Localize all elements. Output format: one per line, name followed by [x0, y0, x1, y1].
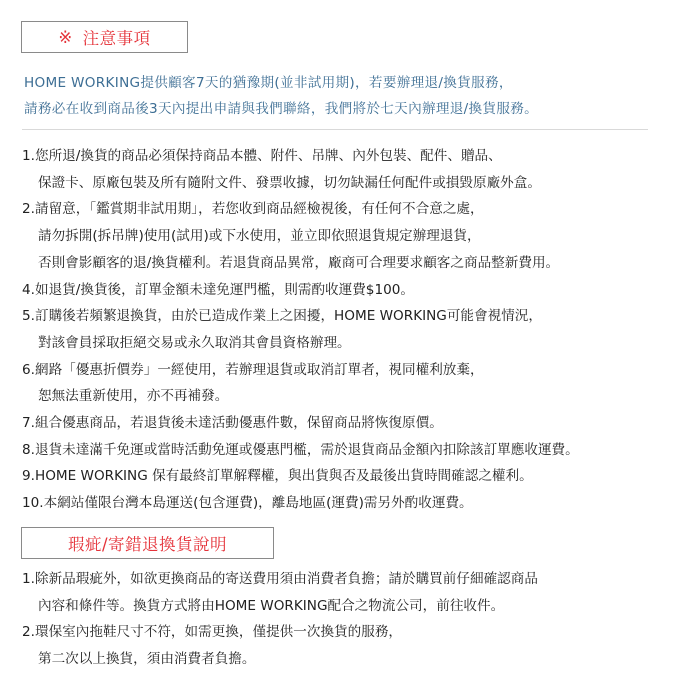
item-number: 2.: [22, 201, 35, 218]
intro-line: HOME WORKING提供顧客7天的猶豫期(並非試用期)，若要辦理退/換貨服務，: [24, 75, 513, 91]
item-text: 對該會員採取拒絕交易或永久取消其會員資格辦理。: [38, 334, 351, 351]
reference-mark-icon: ※: [58, 27, 73, 47]
list-item: [22, 566, 692, 619]
item-text: 環保室內拖鞋尺寸不符，如需更換，僅提供一次換貨的服務，: [34, 624, 403, 641]
item-text: 內容和條件等。換貨方式將由HOME WORKING配合之物流公司，前往收件。: [38, 597, 505, 614]
item-text: 組合優惠商品，若退貨後未達活動優惠件數，保留商品將恢復原價。: [34, 415, 443, 432]
list-item: [22, 303, 692, 356]
item-number: 7.: [22, 415, 35, 432]
item-text: 訂購後若頻繁退換貨，由於已造成作業上之困擾，HOME WORKING可能會視情況，: [34, 308, 542, 325]
item-number: 8.: [22, 441, 35, 458]
item-text: 除新品瑕疵外，如欲更換商品的寄送費用須由消費者負擔；請於購買前仔細確認商品: [34, 571, 538, 587]
notice-intro: [24, 70, 684, 122]
list-item: [22, 143, 692, 196]
item-text: 請勿拆開(拆吊牌)使用(試用)或下水使用，並立即依照退貨規定辦理退貨，: [38, 228, 481, 245]
defect-heading: 瑕疵/寄錯退換貨說明: [67, 535, 228, 554]
item-number: 5.: [22, 308, 35, 325]
item-text: 網路「優惠折價券」一經使用，若辦理退貨或取消訂單者，視同權利放棄，: [34, 361, 484, 378]
list-item: [22, 196, 692, 276]
item-number: 9.: [22, 468, 35, 485]
notice-list: [22, 143, 692, 517]
notice-heading: 注意事項: [82, 29, 151, 48]
item-text: 請留意，「鑑賞期非試用期」，若您收到商品經檢視後，有任何不合意之處，: [34, 201, 484, 218]
item-text: HOME WORKING 保有最終訂單解釋權，與出貨與否及最後出貨時間確認之權利。: [34, 468, 533, 485]
notice-heading-box: [21, 21, 188, 53]
list-item: [22, 277, 692, 304]
item-text: 您所退/換貨的商品必須保持商品本體、附件、吊牌、內外包裝、配件、贈品、: [34, 148, 502, 164]
item-text: 否則會影顧客的退/換貨權利。若退貨商品異常，廠商可合理要求顧客之商品整新費用。: [38, 254, 560, 271]
item-text: 本網站僅限台灣本島運送(包含運費)，離島地區(運費)需另外酌收運費。: [43, 495, 473, 512]
item-text: 保證卡、原廠包裝及所有隨附文件、發票收據，切勿缺漏任何配件或損毀原廠外盒。: [38, 174, 541, 191]
item-number: 2.: [22, 624, 35, 641]
item-text: 恕無法重新使用，亦不再補發。: [38, 388, 229, 405]
defect-list: [22, 566, 692, 673]
item-number: 1.: [22, 148, 35, 164]
item-number: 4.: [22, 281, 35, 298]
item-number: 10.: [22, 495, 44, 512]
list-item: [22, 410, 692, 437]
list-item: [22, 463, 692, 490]
item-text: 如退貨/換貨後，訂單金額未達免運門檻，則需酌收運費$100。: [34, 281, 415, 298]
list-item: [22, 619, 692, 672]
list-item: [22, 437, 692, 464]
defect-heading-box: [21, 527, 274, 559]
item-text: 第二次以上換貨，須由消費者負擔。: [38, 651, 256, 668]
item-number: 6.: [22, 361, 35, 378]
item-text: 退貨未達滿千免運或當時活動免運或優惠門檻，需於退貨商品金額內扣除該訂單應收運費。: [34, 441, 579, 458]
list-item: [22, 357, 692, 410]
list-item: [22, 490, 692, 517]
item-number: 1.: [22, 571, 35, 587]
intro-line: 請務必在收到商品後3天內提出申請與我們聯絡，我們將於七天內辦理退/換貨服務。: [24, 101, 539, 117]
divider: [22, 129, 648, 130]
